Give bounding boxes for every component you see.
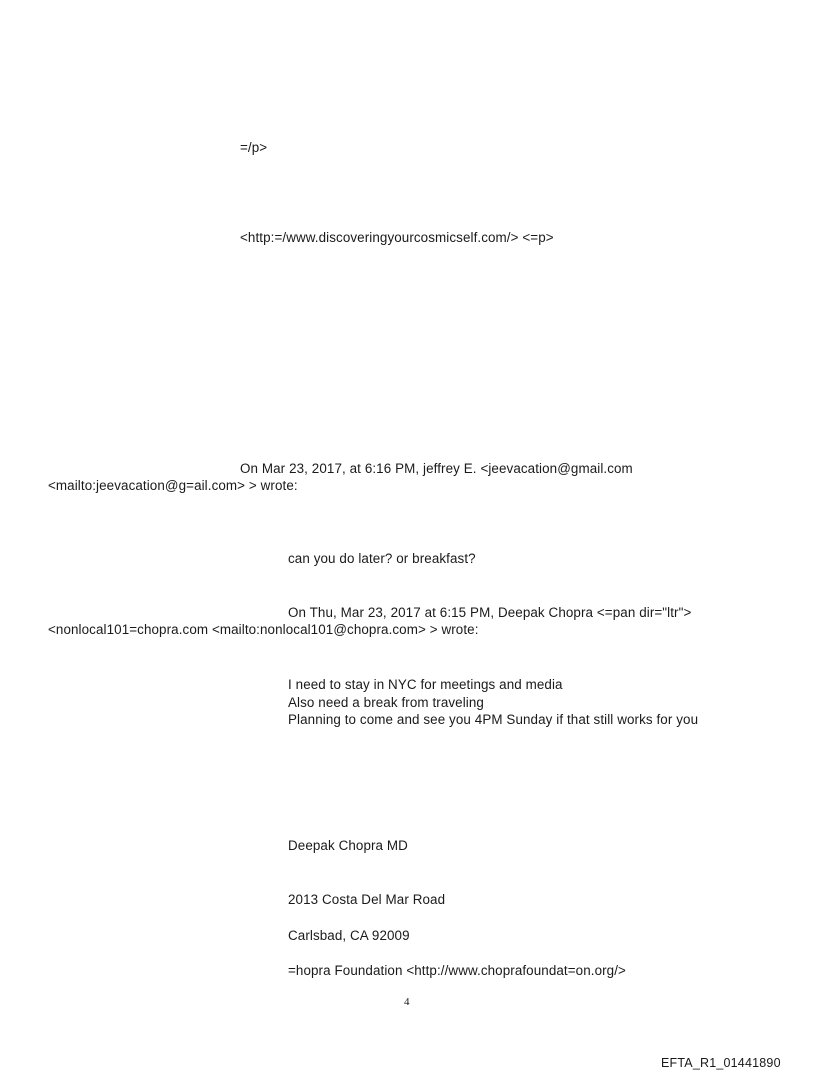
message-text: Also need a break from traveling: [288, 695, 484, 710]
quote-header-line: On Thu, Mar 23, 2017 at 6:15 PM, Deepak Chopra <=pan dir="ltr">: [288, 605, 692, 620]
url-line: <http:=/www.discoveringyourcosmicself.com/> <=p>: [240, 230, 554, 245]
page-number: 4: [404, 996, 410, 1008]
signature-city: Carlsbad, CA 92009: [288, 928, 410, 943]
message-text: can you do later? or breakfast?: [288, 551, 476, 566]
signature-name: Deepak Chopra MD: [288, 838, 408, 853]
quote-header-line: <nonlocal101=chopra.com <mailto:nonlocal101@chopra.com> > wrote:: [48, 622, 479, 637]
bates-number: EFTA_R1_01441890: [661, 1056, 781, 1070]
text-line: =/p>: [240, 140, 268, 155]
quote-header-line: On Mar 23, 2017, at 6:16 PM, jeffrey E. <jeevacation@gmail.com: [240, 461, 633, 476]
quote-header-line: <mailto:jeevacation@g=ail.com> > wrote:: [48, 478, 298, 493]
signature-foundation: =hopra Foundation <http://www.choprafoundat=on.org/>: [288, 963, 626, 978]
message-text: Planning to come and see you 4PM Sunday if that still works for you: [288, 712, 699, 727]
signature-address: 2013 Costa Del Mar Road: [288, 892, 446, 907]
message-text: I need to stay in NYC for meetings and media: [288, 677, 563, 692]
